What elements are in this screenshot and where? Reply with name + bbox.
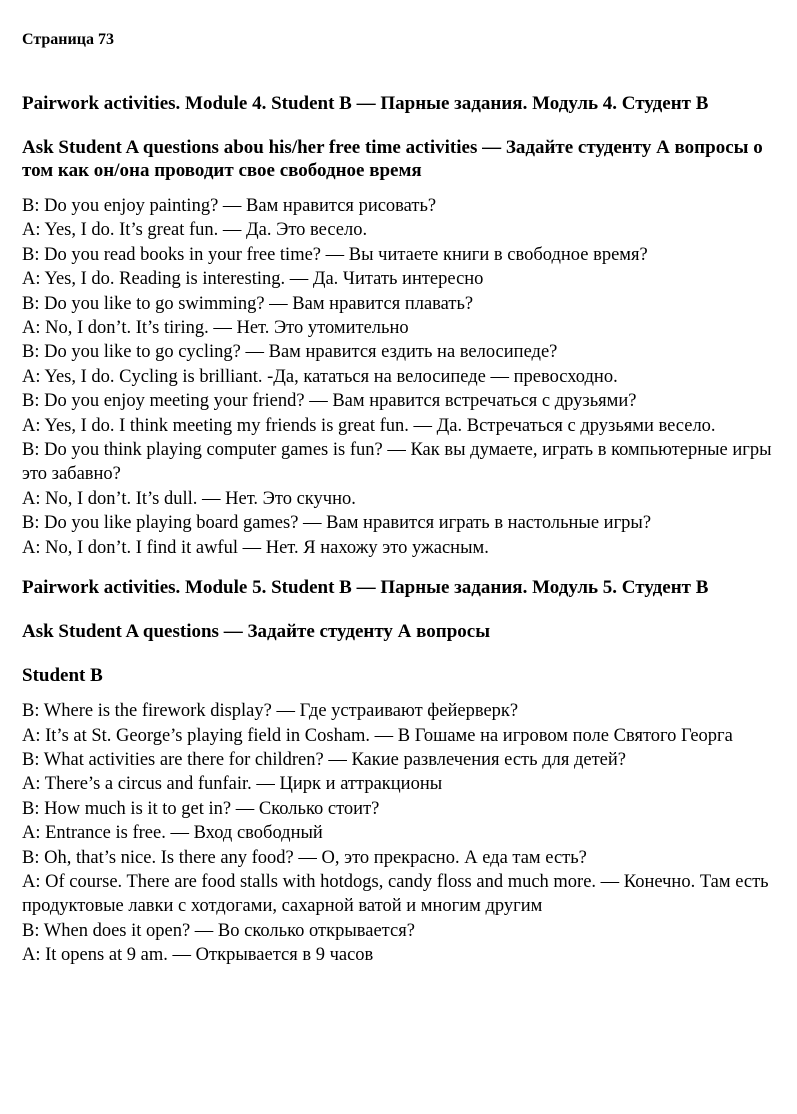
dialog-line: B: Where is the firework display? — Где устраивают фейерверк? <box>22 701 519 722</box>
dialog-line: B: Do you like playing board games? — Вам нравится играть в настольные игры? <box>22 513 652 534</box>
dialog-line: A: Yes, I do. Cycling is brilliant. -Да, кататься на велосипеде — превосходно. <box>22 366 618 387</box>
dialog-line: B: When does it open? — Во сколько открывается? <box>22 920 415 941</box>
module-5-heading: Pairwork activities. Module 5. Student B — Парные задания. Модуль 5. Студент B <box>22 577 709 599</box>
dialog-line: A: Yes, I do. I think meeting my friends is great fun. — Да. Встречаться с друзьями весело. <box>22 415 716 436</box>
module-4-dialog <box>22 194 774 560</box>
page-number-label: Страница 73 <box>22 31 114 48</box>
dialog-line: B: Do you think playing computer games is fun? — Как вы думаете, играть в компьютерные игры это забавно? <box>22 440 772 485</box>
dialog-line: B: Do you enjoy painting? — Вам нравится рисовать? <box>22 196 437 216</box>
dialog-line: A: Yes, I do. It’s great fun. — Да. Это весело. <box>22 220 368 241</box>
dialog-line: A: Yes, I do. Reading is interesting. — Да. Читать интересно <box>22 269 484 290</box>
module-5-section <box>22 576 774 967</box>
dialog-line: A: No, I don’t. I find it awful — Нет. Я нахожу это ужасным. <box>22 537 489 558</box>
dialog-line: B: Do you read books in your free time? — Вы читаете книги в свободное время? <box>22 244 648 265</box>
document-page <box>22 30 774 968</box>
module-4-instruction: Ask Student A questions abou his/her free time activities — Задайте студенту А вопросы о том как он/она проводит свое свободное время <box>22 137 763 181</box>
dialog-line: A: It opens at 9 am. — Открывается в 9 часов <box>22 945 374 966</box>
dialog-line: A: Of course. There are food stalls with hotdogs, candy floss and much more. — Конечно. Там есть продуктовые лавки с хотдогами, сахарной ватой и многим другим <box>22 871 769 917</box>
module-5-dialog <box>22 699 774 967</box>
dialog-line: A: It’s at St. George’s playing field in Cosham. — В Гошаме на игровом поле Святого Георга <box>22 725 733 746</box>
dialog-line: B: Do you enjoy meeting your friend? — Вам нравится встречаться с друзьями? <box>22 391 637 412</box>
module-4-section <box>22 92 774 560</box>
dialog-line: B: Do you like to go cycling? — Вам нравится ездить на велосипеде? <box>22 342 558 363</box>
dialog-line: A: Entrance is free. — Вход свободный <box>22 823 323 844</box>
dialog-line: B: What activities are there for children? — Какие развлечения есть для детей? <box>22 749 627 770</box>
section-spacer <box>22 560 774 576</box>
dialog-line: A: No, I don’t. It’s tiring. — Нет. Это утомительно <box>22 318 409 339</box>
module-5-student-label: Student B <box>22 665 103 687</box>
dialog-line: B: Do you like to go swimming? — Вам нравится плавать? <box>22 293 474 314</box>
module-4-heading: Pairwork activities. Module 4. Student B — Парные задания. Модуль 4. Студент B <box>22 93 709 114</box>
dialog-line: B: How much is it to get in? — Сколько стоит? <box>22 798 380 819</box>
dialog-line: A: There’s a circus and funfair. — Цирк и аттракционы <box>22 774 443 795</box>
module-5-instruction: Ask Student A questions — Задайте студенту А вопросы <box>22 621 491 643</box>
dialog-line: A: No, I don’t. It’s dull. — Нет. Это скучно. <box>22 488 356 509</box>
dialog-line: B: Oh, that’s nice. Is there any food? — О, это прекрасно. А еда там есть? <box>22 847 587 868</box>
